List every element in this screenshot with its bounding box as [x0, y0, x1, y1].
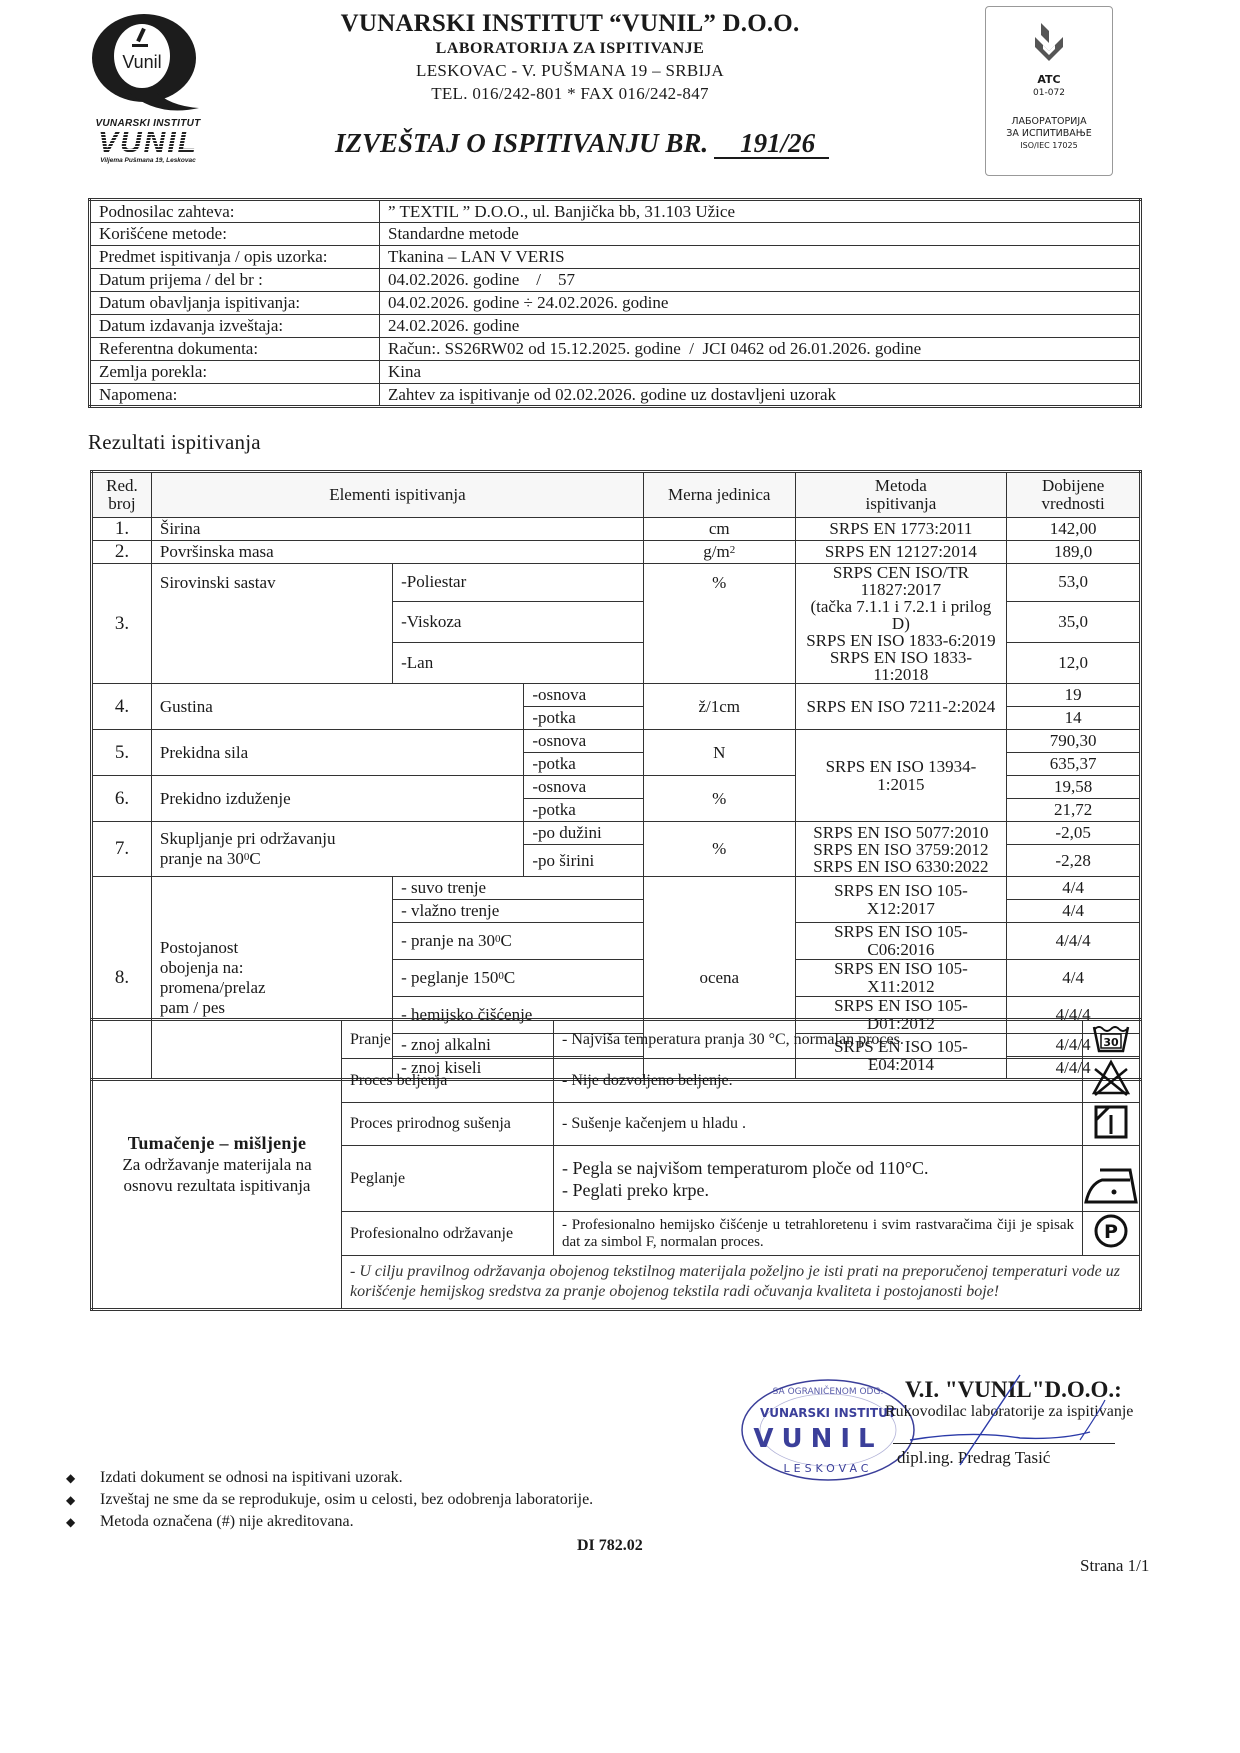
footer-note: [66, 1489, 593, 1511]
table-row: [92, 518, 1141, 541]
signature-role: Rukovodilac laboratorije za ispitivanje: [885, 1403, 1134, 1420]
svg-text:VUNIL: VUNIL: [753, 1424, 883, 1454]
care-note: - U cilju pravilnog održavanja obojenog tekstilnog materijala poželjno je isti prati na preporučenoj temperaturi vode uz korišćenje hemijskog sredstva za pranje obojenog tekstila radi očuvanja kvaliteta i postojanosti boje!: [342, 1256, 1141, 1310]
result-value: 12,0: [1007, 642, 1141, 683]
method: SRPS EN ISO 105-X11:2012: [795, 960, 1007, 997]
sub-element: [393, 923, 644, 960]
care-instructions-table: [90, 1018, 1142, 1311]
care-label: Pranje: [342, 1020, 554, 1059]
care-text-line: - Pegla se najvišom temperaturom ploče od 110°C.: [562, 1157, 929, 1178]
info-label: Predmet ispitivanja / opis uzorka:: [90, 246, 380, 269]
unit: ocena: [644, 877, 796, 1080]
element-name-line: obojenja na:: [159, 957, 244, 977]
row-number: 1.: [92, 518, 152, 541]
request-info-table: [88, 198, 1142, 408]
care-text: - Profesionalno hemijsko čišćenje u tetrahloretenu i svim rastvaračima čiji je spisak dat za simbol F, normalan proces.: [554, 1212, 1083, 1256]
info-row: [90, 246, 1141, 269]
unit-text: g/m: [703, 542, 730, 561]
sub-element: -Lan: [393, 642, 644, 683]
info-label: Zemlja porekla:: [90, 361, 380, 384]
result-value: 142,00: [1007, 518, 1141, 541]
info-label: Datum prijema / del br :: [90, 269, 380, 292]
unit-superscript: 2: [729, 544, 736, 556]
table-row: [92, 730, 1141, 753]
element-name: Površinska masa: [151, 541, 643, 564]
info-value: 04.02.2026. godine / 57: [380, 269, 1141, 292]
method: SRPS EN ISO 105-C06:2016: [795, 923, 1007, 960]
care-label: Proces beljenja: [342, 1059, 554, 1103]
result-value: 4/4: [1007, 900, 1141, 923]
bullet-diamond-icon: ◆: [66, 1471, 76, 1485]
atc-label: ATC: [1037, 73, 1061, 86]
method: SRPS EN ISO 105-D01:2012: [795, 997, 1007, 1034]
info-row: [90, 200, 1141, 223]
sub-element: - znoj alkalni: [393, 1034, 644, 1057]
superscript: 0: [498, 970, 504, 982]
iron-low-icon: [1083, 1146, 1141, 1212]
info-value: Kina: [380, 361, 1141, 384]
col-header-no: Red. broj: [92, 472, 152, 518]
result-value: 189,0: [1007, 541, 1141, 564]
bullet-diamond-icon: ◆: [66, 1493, 76, 1507]
sub-element: -potka: [524, 707, 644, 730]
element-name-line: pam / pes: [159, 997, 226, 1017]
interpretation-subtitle: Za održavanje materijala na: [122, 1155, 312, 1174]
accreditation-badge: [985, 6, 1113, 176]
result-value: 14: [1007, 707, 1141, 730]
info-label: Korišćene metode:: [90, 223, 380, 246]
result-value: 790,30: [1007, 730, 1141, 753]
report-number: 191/26: [714, 129, 829, 159]
info-value: Tkanina – LAN V VERIS: [380, 246, 1141, 269]
table-row: [92, 822, 1141, 845]
unit: N: [644, 730, 796, 776]
element-name-line: promena/prelaz: [159, 977, 266, 997]
logo-wordmark: VUNIL: [88, 129, 208, 157]
text: C: [500, 931, 512, 950]
unit: [644, 541, 796, 564]
text: - pranje na 30: [401, 931, 496, 950]
method-line: SRPS EN ISO 1833-6:2019: [806, 631, 996, 650]
row-number: 3.: [92, 564, 152, 684]
table-row: [92, 684, 1141, 707]
method: SRPS EN ISO 105-X12:2017: [795, 877, 1007, 923]
vunil-wordmark: [88, 118, 208, 164]
sub-element: - hemijsko čišćenje: [393, 997, 644, 1034]
note-text: Izveštaj ne sme da se reprodukuje, osim u celosti, bez odobrenja laboratorije.: [100, 1491, 594, 1508]
report-label: IZVEŠTAJ O ISPITIVANJU BR.: [335, 128, 709, 158]
unit: %: [644, 776, 796, 822]
logo-address: Viljema Pušmana 19, Leskovac: [100, 157, 196, 164]
result-value: -2,05: [1007, 822, 1141, 845]
row-number: 6.: [92, 776, 152, 822]
info-label: Datum obavljanja ispitivanja:: [90, 292, 380, 315]
result-value: 21,72: [1007, 799, 1141, 822]
result-value: 4/4: [1007, 877, 1141, 900]
info-value: Zahtev za ispitivanje od 02.02.2026. godine uz dostavljeni uzorak: [380, 384, 1141, 407]
result-value: -2,28: [1007, 845, 1141, 877]
svg-text:30: 30: [1103, 1036, 1119, 1049]
sub-element: -Poliestar: [393, 564, 644, 602]
col-header-method: Metoda ispitivanja: [795, 472, 1007, 518]
text: - peglanje 150: [401, 968, 499, 987]
table-row: [92, 564, 1141, 602]
care-text: - Sušenje kačenjem u hladu .: [554, 1103, 1083, 1146]
svg-text:LESKOVAC: LESKOVAC: [783, 1462, 873, 1475]
element-name-line: [160, 849, 515, 869]
info-value: 04.02.2026. godine ÷ 24.02.2026. godine: [380, 292, 1141, 315]
result-value: 53,0: [1007, 564, 1141, 602]
text: C: [503, 968, 516, 987]
care-text: - Najviša temperatura pranja 30 °C, normalan proces.: [554, 1020, 1083, 1059]
care-row: [92, 1020, 1141, 1059]
sub-element: -po dužini: [524, 822, 644, 845]
element-name: Gustina: [151, 684, 523, 730]
handwritten-signature-icon: [760, 1370, 1160, 1480]
atc-standard: ISO/IEC 17025: [1020, 141, 1078, 150]
method: [795, 822, 1007, 877]
element-name: Prekidno izduženje: [151, 776, 523, 822]
lab-name: LABORATORIJA ZA ISPITIVANJE: [435, 40, 705, 57]
footer-note: [66, 1467, 593, 1489]
document-id: DI 782.02: [577, 1537, 643, 1554]
col-header-unit: Merna jedinica: [644, 472, 796, 518]
logo-text: Vunil: [122, 52, 162, 72]
care-label: Proces prirodnog sušenja: [342, 1103, 554, 1146]
result-value: 19: [1007, 684, 1141, 707]
care-text-line: - Peglati preko krpe.: [562, 1179, 709, 1200]
sub-element: [393, 960, 644, 997]
text: C: [249, 849, 261, 868]
interpretation-title: Tumačenje – mišljenje: [127, 1133, 307, 1153]
method-line: (tačka 7.1.1 i 7.2.1 i prilog D): [810, 597, 992, 633]
sub-element: - znoj kiseli: [393, 1057, 644, 1080]
info-label: Podnosilac zahteva:: [90, 200, 380, 223]
note-text: Metoda označena (#) nije akreditovana.: [100, 1513, 354, 1530]
signatory-name: dipl.ing. Predrag Tasić: [897, 1448, 1051, 1467]
col-header-element: Elementi ispitivanja: [151, 472, 643, 518]
method-line: SRPS EN ISO 1833-11:2018: [829, 648, 972, 684]
atc-line1: ЛАБОРАТОРИЈА: [1011, 116, 1087, 127]
text: pranje na 30: [159, 849, 244, 868]
method: SRPS EN ISO 7211-2:2024: [795, 684, 1007, 730]
row-number: 4.: [92, 684, 152, 730]
info-value: ” TEXTIL ” D.O.O., ul. Banjička bb, 31.103 Užice: [380, 200, 1141, 223]
svg-text:SA OGRANIČENOM ODG.: SA OGRANIČENOM ODG.: [772, 1387, 884, 1397]
info-row: [90, 361, 1141, 384]
page-number: Strana 1/1: [1080, 1556, 1150, 1575]
method: SRPS EN 1773:2011: [795, 518, 1007, 541]
lab-phone: TEL. 016/242-801 * FAX 016/242-847: [431, 84, 709, 103]
footer-notes: [66, 1467, 593, 1533]
info-value: Račun:. SS26RW02 od 15.12.2025. godine / JCI 0462 od 26.01.2026. godine: [380, 338, 1141, 361]
info-value: Standardne metode: [380, 223, 1141, 246]
row-number: 7.: [92, 822, 152, 877]
method-line: SRPS CEN ISO/TR 11827:2017: [832, 563, 969, 599]
table-row: [92, 541, 1141, 564]
table-row: [92, 877, 1141, 900]
sub-element: - suvo trenje: [393, 877, 644, 900]
sub-element: -osnova: [524, 684, 644, 707]
unit: %: [644, 564, 796, 684]
result-value: 4/4: [1007, 960, 1141, 997]
professional-clean-p-icon: [1083, 1212, 1141, 1256]
care-text: - Nije dozvoljeno beljenje.: [554, 1059, 1083, 1103]
atc-code: 01-072: [1033, 88, 1065, 98]
lab-address: LESKOVAC - V. PUŠMANA 19 – SRBIJA: [416, 61, 724, 80]
results-table: [90, 470, 1142, 1081]
sub-element: -osnova: [524, 730, 644, 753]
result-value: 4/4/4: [1007, 1057, 1141, 1080]
info-label: Napomena:: [90, 384, 380, 407]
care-text: [554, 1146, 1083, 1212]
result-value: 4/4/4: [1007, 923, 1141, 960]
result-value: 4/4/4: [1007, 997, 1141, 1034]
sub-element: - vlažno trenje: [393, 900, 644, 923]
element-name-line: Postojanost: [159, 937, 239, 957]
row-number: 2.: [92, 541, 152, 564]
info-value: 24.02.2026. godine: [380, 315, 1141, 338]
element-name: Prekidna sila: [151, 730, 523, 776]
method-line: SRPS EN ISO 3759:2012: [813, 839, 989, 859]
superscript: 0: [243, 851, 250, 863]
info-row: [90, 292, 1141, 315]
vunil-q-logo: [84, 8, 204, 118]
footer-note: [66, 1511, 593, 1533]
logo-subtitle: VUNARSKI INSTITUT: [95, 118, 201, 129]
result-value: 19,58: [1007, 776, 1141, 799]
result-value: 635,37: [1007, 753, 1141, 776]
unit: %: [644, 822, 796, 877]
bullet-diamond-icon: ◆: [66, 1515, 76, 1529]
element-name: Širina: [151, 518, 643, 541]
method: SRPS EN 12127:2014: [795, 541, 1007, 564]
unit: cm: [644, 518, 796, 541]
row-number: 8.: [92, 877, 152, 1080]
wash-30-icon: [1083, 1020, 1141, 1059]
q-logo-icon: [84, 8, 204, 118]
result-value: 35,0: [1007, 601, 1141, 642]
element-name-line: Skupljanje pri održavanju: [159, 829, 336, 848]
results-title: Rezultati ispitivanja: [88, 430, 261, 454]
element-name: Sirovinski sastav: [151, 564, 392, 684]
line-dry-shade-icon: [1083, 1103, 1141, 1146]
care-label: Profesionalno održavanje: [342, 1212, 554, 1256]
method-line: SRPS EN ISO 6330:2022: [813, 856, 989, 876]
superscript: 0: [495, 933, 501, 945]
row-number: 5.: [92, 730, 152, 776]
sub-element: -po širini: [524, 845, 644, 877]
interpretation-subtitle: osnovu rezultata ispitivanja: [123, 1176, 311, 1195]
no-bleach-icon: [1083, 1059, 1141, 1103]
signature-company: V.I. "VUNIL"D.O.O.:: [905, 1377, 1122, 1402]
method: SRPS EN ISO 105-E04:2014: [795, 1034, 1007, 1080]
report-title: [335, 128, 829, 159]
col-header-value: Dobijene vrednosti: [1007, 472, 1141, 518]
svg-text:VUNARSKI INSTITUT: VUNARSKI INSTITUT: [759, 1406, 897, 1420]
institute-name: VUNARSKI INSTITUT “VUNIL” D.O.O.: [340, 10, 800, 37]
unit: ž/1cm: [644, 684, 796, 730]
element-name: [151, 822, 523, 877]
info-row: [90, 269, 1141, 292]
results-header-row: [92, 472, 1141, 518]
atc-accreditation-icon: [1031, 21, 1067, 67]
info-row: [90, 223, 1141, 246]
info-row: [90, 315, 1141, 338]
sub-element: -potka: [524, 753, 644, 776]
info-label: Datum izdavanja izveštaja:: [90, 315, 380, 338]
method-line: SRPS EN ISO 5077:2010: [813, 822, 989, 842]
atc-line2: ЗА ИСПИТИВАЊЕ: [1006, 128, 1092, 139]
sub-element: -potka: [524, 799, 644, 822]
care-label: Peglanje: [342, 1146, 554, 1212]
interpretation-cell: [92, 1020, 342, 1310]
method: [795, 564, 1007, 684]
info-row: [90, 338, 1141, 361]
info-label: Referentna dokumenta:: [90, 338, 380, 361]
result-value: 4/4/4: [1007, 1034, 1141, 1057]
sub-element: -osnova: [524, 776, 644, 799]
svg-text:P: P: [1104, 1221, 1118, 1243]
note-text: Izdati dokument se odnosi na ispitivani uzorak.: [100, 1469, 403, 1486]
sub-element: -Viskoza: [393, 601, 644, 642]
method: SRPS EN ISO 13934-1:2015: [795, 730, 1007, 822]
info-row: [90, 384, 1141, 407]
